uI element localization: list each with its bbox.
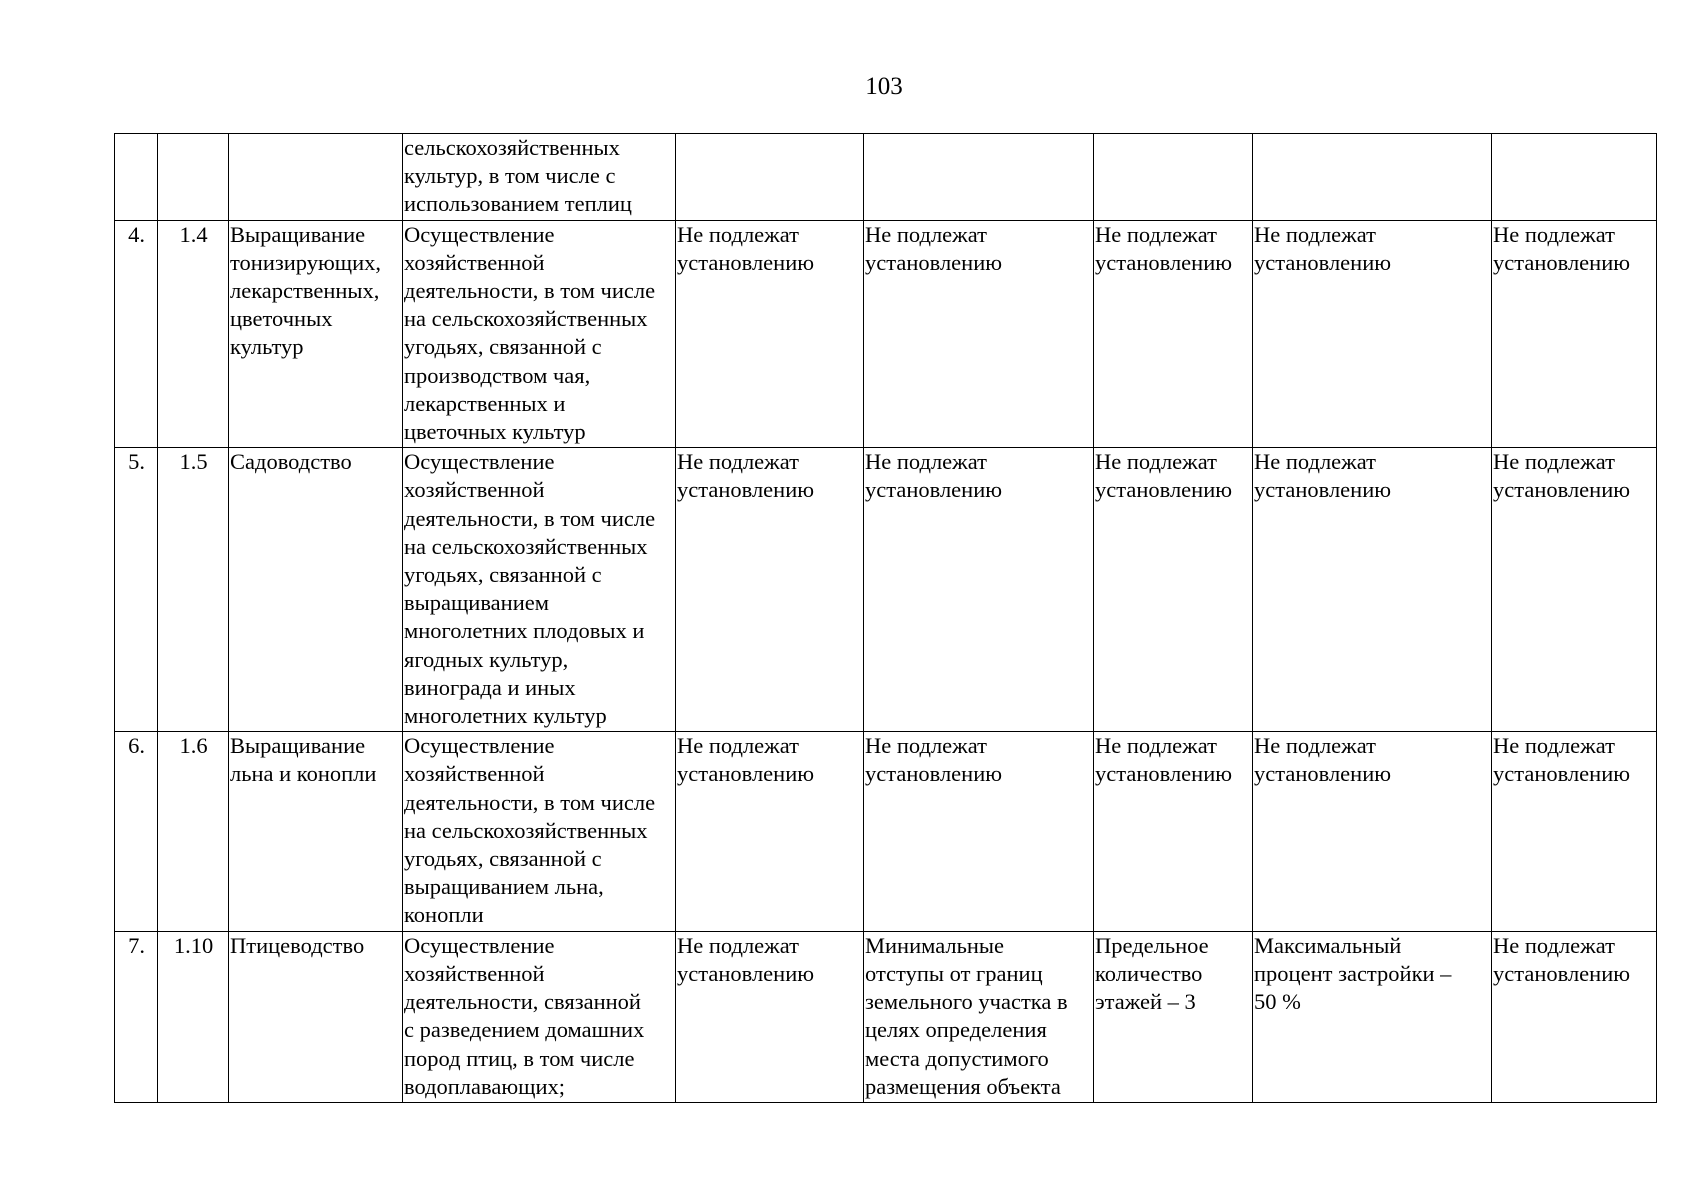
- land-use-name: Садоводство: [230, 449, 352, 475]
- param-cell-3: [1094, 448, 1253, 732]
- table-row: [115, 448, 1657, 732]
- param-cell-5: [1492, 931, 1657, 1102]
- param-cell-1: [676, 732, 864, 931]
- table-row: [115, 220, 1657, 448]
- param-cell-5: [1492, 448, 1657, 732]
- land-use-name-cell: [229, 220, 403, 448]
- row-number-cell: [115, 732, 158, 931]
- row-number-cell: [115, 220, 158, 448]
- param-cell-4: [1253, 732, 1492, 931]
- param-cell-5: [1492, 220, 1657, 448]
- param-cell-3: [1094, 220, 1253, 448]
- param-value: Не подлежат установлению: [865, 449, 1003, 503]
- param-cell-5: [1492, 134, 1657, 221]
- land-use-name-cell: [229, 931, 403, 1102]
- param-cell-3: [1094, 931, 1253, 1102]
- row-number-cell: [115, 448, 158, 732]
- description-cell: [403, 134, 676, 221]
- land-use-description: Осуществление хозяйственной деятельности, связанной с разведением домашних пород птиц, в том числе водоплавающих;: [404, 932, 645, 1099]
- description-cell: [403, 448, 676, 732]
- param-value: Не подлежат установлению: [1254, 221, 1392, 275]
- row-number: 6.: [128, 733, 145, 759]
- table-row: [115, 931, 1657, 1102]
- param-value: Не подлежат установлению: [1095, 221, 1233, 275]
- param-cell-1: [676, 220, 864, 448]
- row-number-cell: [115, 931, 158, 1102]
- param-value: Не подлежат установлению: [677, 221, 815, 275]
- param-cell-1: [676, 931, 864, 1102]
- param-value: Не подлежат установлению: [1493, 733, 1631, 787]
- land-use-name: Выращивание льна и конопли: [230, 733, 377, 787]
- param-cell-2: [864, 220, 1094, 448]
- param-cell-3: [1094, 134, 1253, 221]
- table-row: [115, 732, 1657, 931]
- param-cell-2: [864, 134, 1094, 221]
- param-value: Не подлежат установлению: [1254, 733, 1392, 787]
- param-value: Не подлежат установлению: [1493, 449, 1631, 503]
- land-use-name-cell: [229, 448, 403, 732]
- param-value: Не подлежат установлению: [677, 449, 815, 503]
- land-use-code: 1.6: [179, 733, 208, 759]
- param-cell-2: [864, 931, 1094, 1102]
- param-cell-4: [1253, 220, 1492, 448]
- row-number-cell: [115, 134, 158, 221]
- param-cell-4: [1253, 448, 1492, 732]
- land-use-code-cell: [158, 931, 229, 1102]
- param-value: Не подлежат установлению: [865, 221, 1003, 275]
- land-use-description: сельскохозяйственных культур, в том числе с использованием теплиц: [404, 135, 632, 217]
- param-value: Не подлежат установлению: [1095, 733, 1233, 787]
- param-cell-4: [1253, 134, 1492, 221]
- param-value: Не подлежат установлению: [1095, 449, 1233, 503]
- land-use-name-cell: [229, 732, 403, 931]
- page-number: 103: [865, 73, 903, 100]
- row-number: 4.: [128, 221, 145, 247]
- param-value: Не подлежат установлению: [1493, 221, 1631, 275]
- land-use-code: 1.10: [173, 932, 214, 958]
- row-number: 5.: [128, 449, 145, 475]
- land-use-description: Осуществление хозяйственной деятельности, в том числе на сельскохозяйственных угодьях, связанной с выращиванием льна, конопли: [404, 733, 656, 928]
- param-value: Не подлежат установлению: [1254, 449, 1392, 503]
- land-use-code: 1.4: [179, 221, 208, 247]
- param-cell-2: [864, 732, 1094, 931]
- param-cell-3: [1094, 732, 1253, 931]
- description-cell: [403, 732, 676, 931]
- land-use-code-cell: [158, 220, 229, 448]
- param-value: Минимальные отступы от границ земельного участка в целях определения места допустимого размещения объекта: [865, 932, 1068, 1099]
- land-use-name-cell: [229, 134, 403, 221]
- description-cell: [403, 220, 676, 448]
- land-use-name: Выращивание тонизирующих, лекарственных, цветочных культур: [230, 221, 382, 360]
- param-value: Не подлежат установлению: [677, 733, 815, 787]
- land-use-description: Осуществление хозяйственной деятельности, в том числе на сельскохозяйственных угодьях, связанной с производством чая, лекарственных и цветочных культур: [404, 221, 656, 445]
- table-row: [115, 134, 1657, 221]
- land-use-description: Осуществление хозяйственной деятельности, в том числе на сельскохозяйственных угодьях, связанной с выращиванием многолетних плодовых и ягодных культур, винограда и иных многолетних культур: [404, 449, 656, 729]
- param-value: Не подлежат установлению: [1493, 932, 1631, 986]
- param-cell-1: [676, 134, 864, 221]
- param-cell-4: [1253, 931, 1492, 1102]
- row-number: 7.: [128, 932, 145, 958]
- land-use-code-cell: [158, 448, 229, 732]
- param-cell-5: [1492, 732, 1657, 931]
- land-use-code-cell: [158, 134, 229, 221]
- description-cell: [403, 931, 676, 1102]
- land-use-name: Птицеводство: [230, 932, 365, 958]
- param-value: Предельное количество этажей – 3: [1095, 932, 1209, 1015]
- param-cell-2: [864, 448, 1094, 732]
- land-use-code: 1.5: [179, 449, 208, 475]
- table-body: [115, 134, 1657, 1103]
- land-use-code-cell: [158, 732, 229, 931]
- param-value: Не подлежат установлению: [865, 733, 1003, 787]
- regulations-table: [114, 133, 1657, 1103]
- param-cell-1: [676, 448, 864, 732]
- param-value: Максимальный процент застройки – 50 %: [1254, 932, 1452, 1015]
- param-value: Не подлежат установлению: [677, 932, 815, 986]
